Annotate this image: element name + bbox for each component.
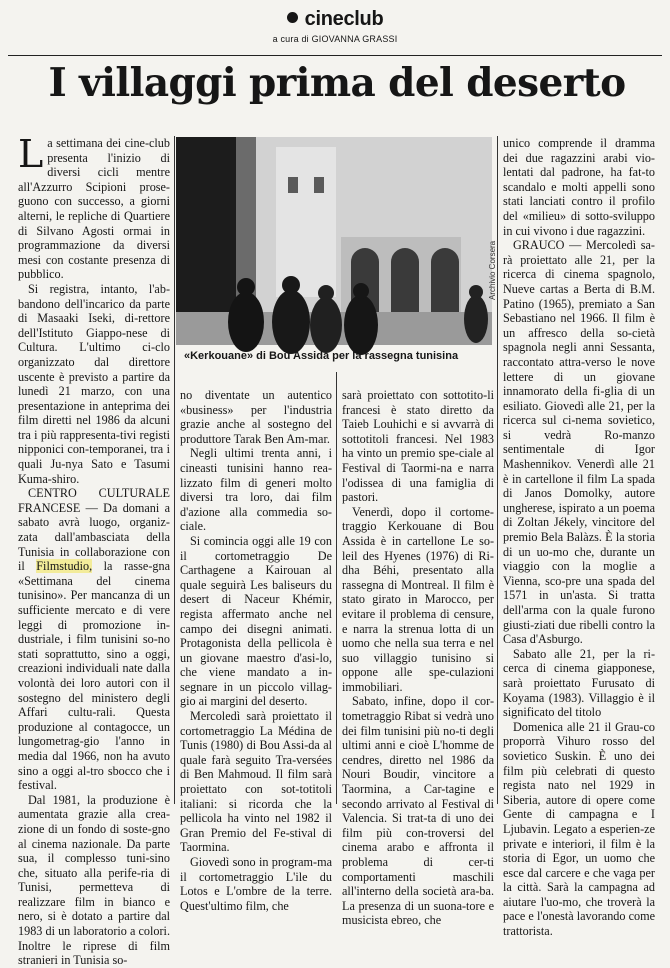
paragraph: Negli ultimi trenta anni, i cineasti tunisini hanno rea-lizzato film di generi molto diversi tra loro, dai film d'azione alla commedia so-ciale.: [180, 446, 332, 534]
paragraph: Mercoledì sarà proiettato il cortometraggio La Médina de Tunis (1980) di Bou Assi-da al quale farà seguito Tra-versées di Ben Mahmoud. Il film sarà proiettato con sot-totitoli italiani: si ricorda che la pellicola ha vinto nel 1982 il Gran Premio del Fe-stival di Taormina.: [180, 709, 332, 855]
paragraph: Sabato alle 21, per la ri-cerca di cinema giapponese, sarà proiettato Furusato di Koyama (1983). Villaggio è il significato del titolo: [503, 646, 655, 720]
paragraph: no diventate un autentico «business» per l'industria grazie anche al sostegno del produttore Tarak Ben Am-mar.: [180, 388, 332, 446]
section-label: cineclub: [304, 8, 384, 30]
drop-cap: L: [18, 132, 44, 176]
byline: a cura di GIOVANNA GRASSI: [272, 34, 398, 44]
column-4: [503, 136, 655, 939]
photo-credit: Archivio Corsera: [488, 240, 497, 300]
column-1: [18, 132, 170, 968]
section-header: [0, 8, 670, 44]
column-3: [342, 388, 494, 928]
photo-caption: «Kerkouane» di Bou Assida per la rassegna tunisina: [184, 350, 459, 362]
article-photo: [176, 137, 492, 345]
section-name: [0, 8, 670, 31]
column-2: [180, 388, 332, 913]
paragraph: Sabato, infine, dopo il cor-tometraggio Ribat si vedrà uno dei film tunisini più no-ti degli ultimi anni e cioè L'homme de cendres, diretto nel 1986 da Nouri Boudir, vincitore a Taormina, a Car-tagine e secondo arrivato al Festival di Valencia. Si trat-ta di uno dei film più con-troversi del cinema arabo e affronta il problema di cer-ti comportamenti maschili all'interno della società ara-ba. La presenza di un suona-tore e musicista ebreo, che: [342, 694, 494, 928]
paragraph: GRAUCO — Mercoledì sa-rà proiettato alle 21, per la ricerca di cinema spagnolo, Nueve cartas a Berta di B.M. Patino (1965), premiato a San Sebastiano nel 1966. Il film è un affresco della so-cietà spagnola negli anni Sessanta, raccontato attra-verso le nove lettere di un giovane innamorato della fi-glia di un esiliato. Giovedì alle 21, per la ricerca sul ci-nema sovietico, si vedrà Ro-manzo sentimentale di Igor Mashennikov. Venerdì alle 21 è in cartellone il film La spada di Janos Domolky, autore ungherese, ispirato a un poema di Zoltan Jékely, vincitore del premio Bela Balàzs. È la storia di un uo-mo che, durante un viaggio con la moglie a Vienna, sco-pre una spada del 1571 in un'asta. Si tratta dell'arma con la quale furono giusti-ziati due ribelli contro la Casa d'Asburgo.: [503, 238, 655, 647]
paragraph-text: a settimana dei cine-club presenta l'inizio di diversi cicli mentre all'Azzurro Scipioni prose-guono con successo, a giorni alterni, le repliche di Quartiere di Silvano Agosti ormai in programmazione da diversi mesi con costante presenza di pubblico.: [18, 136, 170, 282]
paragraph: Domenica alle 21 il Grau-co proporrà Vihuro rosso del sovietico Suskin. È uno dei film più celebrati di questo regista nato nel 1929 in Siberia, autore di opere come Gente di campagna e I Ljubavin. Legato a esperien-ze private e interiori, il film è la storia di Egor, un uomo che esce dal carcere e che vaga per la città. Sarà la campagna ad aiutare l'uo-mo, che troverà la pace e l'onestà lavorando come trattorista.: [503, 719, 655, 939]
paragraph: Giovedì sono in program-ma il cortometraggio L'ile du Lotos e L'ombre de la terre. Quest'ultimo film, che: [180, 855, 332, 913]
paragraph: Venerdì, dopo il cortome-traggio Kerkouane di Bou Assida è in cartellone Le so-leil des Hyenes (1976) di Ri-dha Béhi, presentato alla rassegna di Montreal. Il film è stato girato in Marocco, per evitare il problema di censure, e narra la strenua lotta di un uomo che nella sua terra e nel suo villaggio tunisino si oppone alle spe-culazioni immobiliari.: [342, 504, 494, 694]
paragraph-text: CENTRO CULTURALE FRANCESE — Da domani a sabato avrà luogo, organiz-zata dall'ambasciata della Tunisia in collaborazione con il: [18, 486, 170, 574]
column-divider: [174, 136, 175, 804]
paragraph: [18, 132, 170, 282]
column-divider: [497, 136, 498, 804]
highlighted-text: Filmstudio,: [36, 559, 93, 574]
paragraph: Si comincia oggi alle 19 con il cortometraggio De Carthagene a Kairouan al quale seguirà Les baliseurs du desert di Naceur Khémir, regista affermato anche nel campo dei disegni animati. Protagonista della pellicola è un giovane maestro d'asi-lo, che viene mandato a in-segnare in un piccolo villag-gio ai margini del deserto.: [180, 533, 332, 709]
paragraph: Dal 1981, la produzione è aumentata grazie alla crea-zione di un fondo di soste-gno al cinema nazionale. Da parte sua, il complesso tuni-sino che, situato alla perife-ria di Tunisi, permetteva di realizzare film in bianco e nero, si è dotato a partire dal 1983 di un laboratorio a colori. Inoltre le riprese di film stranieri in Tunisia so-: [18, 792, 170, 968]
column-divider: [336, 372, 337, 804]
bullet-icon: [287, 12, 298, 23]
paragraph-text: la rasse-gna «Settimana del cinema tunisino». Per mancanza di un sufficiente mercato e di vere leggi di promozione in-dustriale, i film tunisini so-no stati soprattutto, sino a oggi, creazioni individuali nate dalla volontà dei loro autori con il sostegno del ministero degli Affari cultu-rali. Questa produzione al contagocce, un lungometrag-gio l'anno in media dal 1966, non ha avuto sino a oggi al-tro sbocco che i festival.: [18, 559, 170, 793]
header-rule: [8, 55, 662, 56]
paragraph: unico comprende il dramma dei due ragazzini arabi vio-lentati dal padrone, ha fat-to scandalo e molti appelli sono stati lanciati contro il profilo del «milieu» di sotto-sviluppo in cui vivono i due ragazzini.: [503, 136, 655, 238]
article-title: I villaggi prima del deserto: [48, 60, 626, 106]
paragraph: Si registra, intanto, l'ab-bandono dell'incarico da parte di Masaaki Iseki, di-rettore dell'Istituto Giappo-nese di Cultura. L'ultimo ci-clo organizzato dal direttore uscente è previsto a partire da lunedì 21 marzo, con una presentazione in anteprima dei film diretti nel 1986 da alcuni tra i più rappresenta-tivi registi nipponici con-temporanei, tra i quali Ju-nya Sato e Tasumi Kuma-shiro.: [18, 281, 170, 486]
paragraph: [18, 486, 170, 792]
paragraph: sarà proiettato con sottotito-li francesi è stato diretto da Taieb Louhichi e si avvarrà di sottotitoli francesi. Nel 1983 ha vinto un premio spe-ciale al Festival di Taormi-na e narra l'odissea di una famiglia di pastori.: [342, 388, 494, 505]
photo-illustration: [176, 137, 492, 345]
